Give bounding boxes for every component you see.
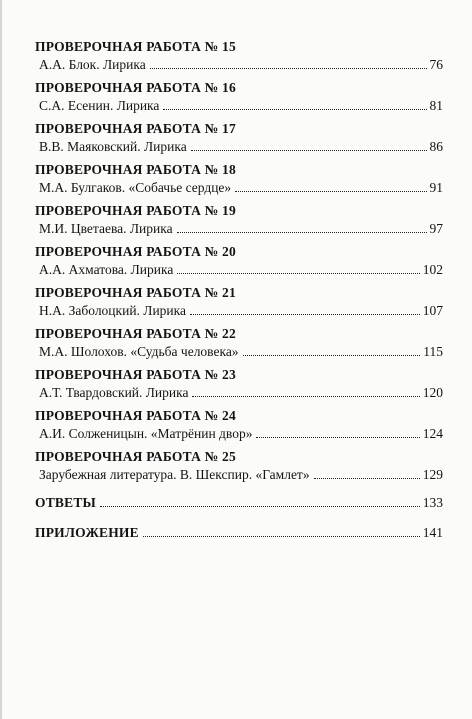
entry-page-number: 81	[429, 98, 443, 113]
dot-leader	[100, 506, 420, 507]
toc-entry[interactable]	[35, 120, 443, 156]
toc-entry[interactable]	[35, 161, 443, 197]
entry-line	[35, 466, 443, 484]
entry-page-number: 115	[423, 344, 443, 359]
toc-entry[interactable]	[35, 202, 443, 238]
toc-entry[interactable]	[35, 448, 443, 484]
entry-heading: ПРОВЕРОЧНАЯ РАБОТА № 24	[35, 408, 236, 423]
answers-label: ОТВЕТЫ	[35, 495, 96, 510]
entry-page-number: 86	[429, 139, 443, 154]
entry-title: М.А. Шолохов. «Судьба человека»	[39, 344, 239, 359]
entry-line	[35, 261, 443, 279]
toc-entry[interactable]	[35, 284, 443, 320]
dot-leader	[235, 191, 426, 192]
dot-leader	[314, 478, 420, 479]
dot-leader	[191, 150, 427, 151]
entry-heading: ПРОВЕРОЧНАЯ РАБОТА № 19	[35, 203, 236, 218]
entry-heading: ПРОВЕРОЧНАЯ РАБОТА № 15	[35, 39, 236, 54]
entry-line	[35, 138, 443, 156]
entry-title: А.А. Ахматова. Лирика	[39, 262, 174, 277]
dot-leader	[163, 109, 426, 110]
entry-title: А.Т. Твардовский. Лирика	[39, 385, 189, 400]
entry-line	[35, 220, 443, 238]
toc-entry[interactable]	[35, 243, 443, 279]
entry-heading: ПРОВЕРОЧНАЯ РАБОТА № 17	[35, 121, 236, 136]
table-of-contents	[35, 38, 443, 542]
entry-page-number: 107	[422, 303, 443, 318]
entry-page-number: 91	[429, 180, 443, 195]
dot-leader	[256, 437, 419, 438]
entry-heading: ПРОВЕРОЧНАЯ РАБОТА № 22	[35, 326, 236, 341]
dot-leader	[192, 396, 419, 397]
entry-line	[35, 179, 443, 197]
entry-line	[35, 97, 443, 115]
entry-page-number: 124	[422, 426, 443, 441]
entry-title: А.И. Солженицын. «Матрёнин двор»	[39, 426, 253, 441]
entry-title: В.В. Маяковский. Лирика	[39, 139, 187, 154]
appendix-label: ПРИЛОЖЕНИЕ	[35, 525, 139, 540]
dot-leader	[177, 232, 427, 233]
entry-title: М.И. Цветаева. Лирика	[39, 221, 173, 236]
dot-leader	[177, 273, 419, 274]
entry-page-number: 76	[429, 57, 443, 72]
appendix-entry[interactable]	[35, 524, 443, 542]
toc-entry[interactable]	[35, 325, 443, 361]
entry-line	[35, 384, 443, 402]
answers-entry[interactable]	[35, 494, 443, 512]
entry-page-number: 97	[429, 221, 443, 236]
entry-line	[35, 56, 443, 74]
toc-entry[interactable]	[35, 407, 443, 443]
dot-leader	[243, 355, 421, 356]
entry-line	[35, 343, 443, 361]
entry-line	[35, 425, 443, 443]
entry-heading: ПРОВЕРОЧНАЯ РАБОТА № 23	[35, 367, 236, 382]
dot-leader	[190, 314, 420, 315]
toc-entry[interactable]	[35, 79, 443, 115]
entry-heading: ПРОВЕРОЧНАЯ РАБОТА № 16	[35, 80, 236, 95]
entry-page-number: 120	[422, 385, 443, 400]
entry-title: Н.А. Заболоцкий. Лирика	[39, 303, 186, 318]
entry-heading: ПРОВЕРОЧНАЯ РАБОТА № 20	[35, 244, 236, 259]
entry-line	[35, 302, 443, 320]
entry-page-number: 102	[422, 262, 443, 277]
toc-entry[interactable]	[35, 366, 443, 402]
entry-title: М.А. Булгаков. «Собачье сердце»	[39, 180, 232, 195]
entry-title: Зарубежная литература. В. Шекспир. «Гамлет»	[39, 467, 310, 482]
entry-heading: ПРОВЕРОЧНАЯ РАБОТА № 18	[35, 162, 236, 177]
entry-page-number: 129	[422, 467, 443, 482]
entry-heading: ПРОВЕРОЧНАЯ РАБОТА № 21	[35, 285, 236, 300]
answers-page-number: 133	[422, 495, 443, 510]
entry-title: С.А. Есенин. Лирика	[39, 98, 160, 113]
toc-entry[interactable]	[35, 38, 443, 74]
appendix-page-number: 141	[422, 525, 443, 540]
entry-title: А.А. Блок. Лирика	[39, 57, 146, 72]
dot-leader	[143, 536, 420, 537]
entry-heading: ПРОВЕРОЧНАЯ РАБОТА № 25	[35, 449, 236, 464]
dot-leader	[150, 68, 427, 69]
